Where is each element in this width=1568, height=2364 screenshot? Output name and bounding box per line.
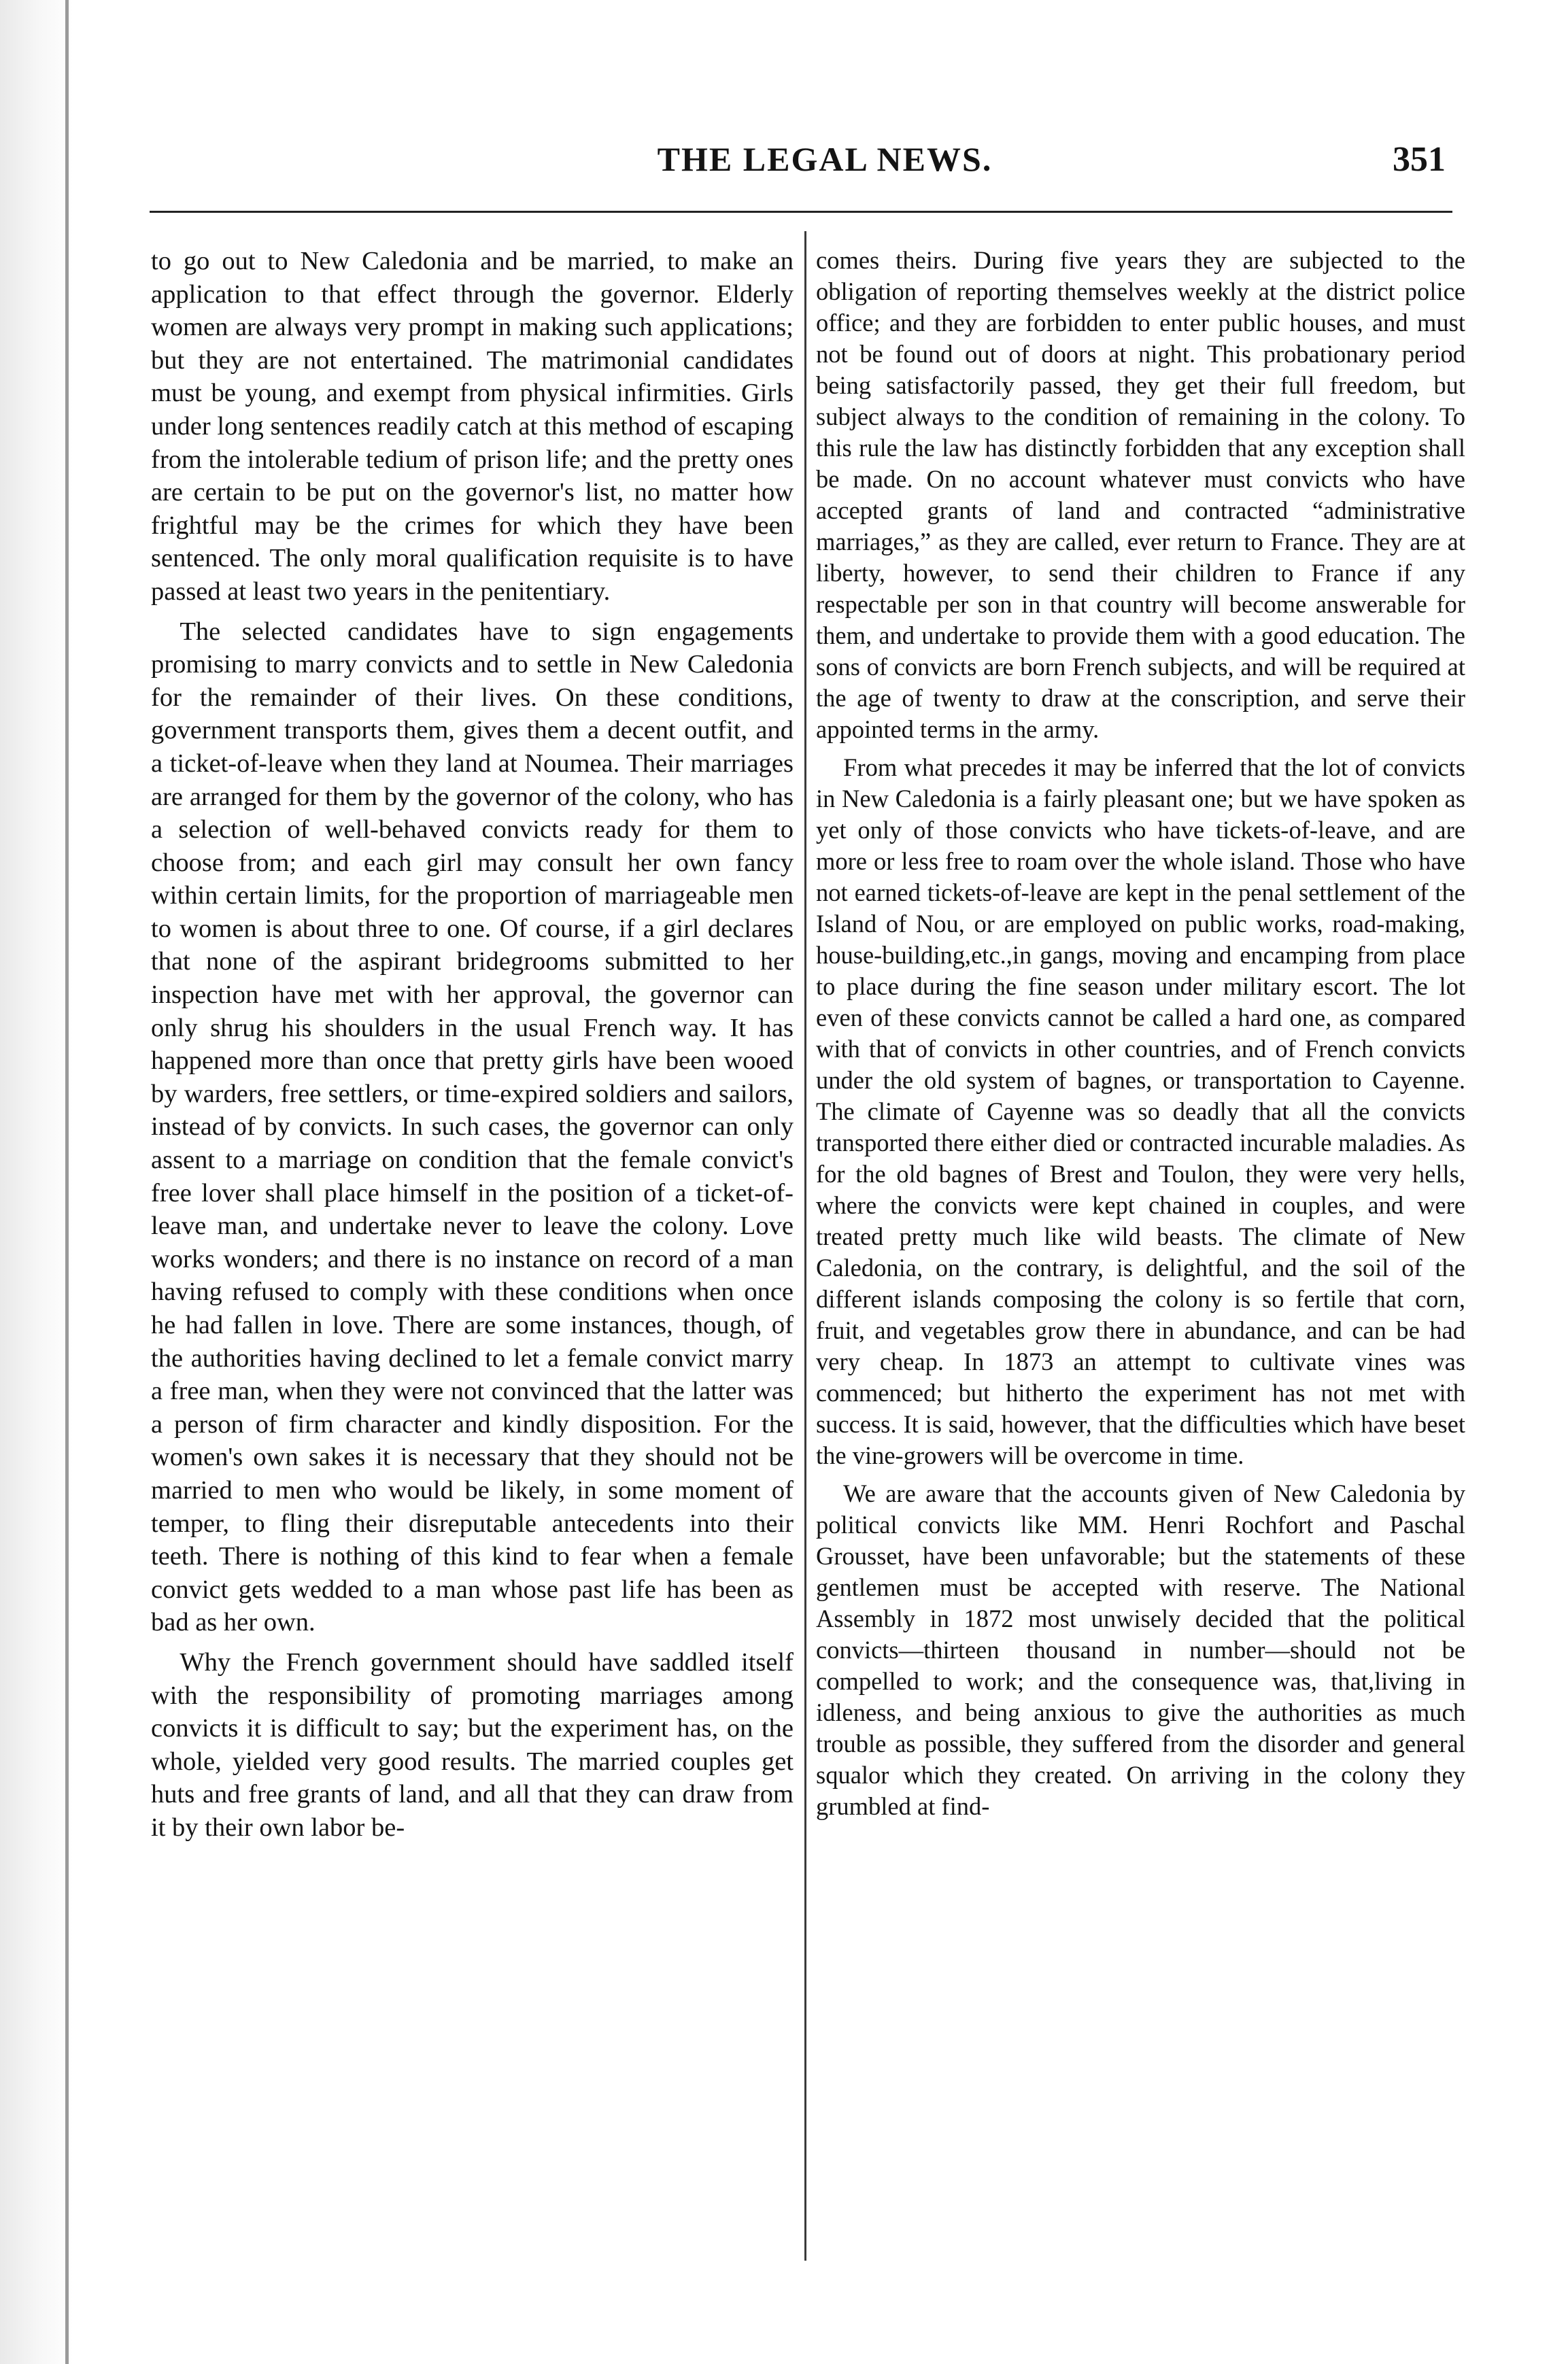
right-paragraph-1: comes theirs. During five years they are subjected to the obligation of reporting themselves weekly at the district police office; and they are forbidden to enter public houses, and must not be found out of doors at night. This probationary period being satisfactorily passed, they get their full freedom, but subject always to the condition of remaining in the colony. To this rule the law has distinctly forbidden that any exception shall be made. On no account whatever must convicts who have accepted grants of land and contracted “administrative marriages,” as they are called, ever return to France. They are at liberty, however, to send their children to France if any respectable per son in that country will become answerable for them, and undertake to provide them with a good education. The sons of convicts are born French subjects, and will be required at the age of twenty to draw at the conscription, and serve their appointed terms in the army.: [816, 246, 1465, 743]
column-divider: [804, 231, 806, 2261]
right-column: [816, 245, 1465, 2250]
left-paragraph-1: to go out to New Caledonia and be married, to make an application to that effect through the governor. Elderly women are always very prompt in making such applications; but they are not entertained. The matrimonial candidates must be young, and exempt from physical infirmities. Girls under long sentences readily catch at this method of escaping from the intolerable tedium of prison life; and the pretty ones are certain to be put on the governor's list, no matter how frightful may be the crimes for which they have been sentenced. The only moral qualification requisite is to have passed at least two years in the penitentiary.: [151, 247, 794, 606]
left-paragraph-3: Why the French government should have saddled itself with the responsibility of promoting marriages among convicts it is difficult to say; but the experiment has, on the whole, yielded very good results. The married couples get huts and free grants of land, and all that they can draw from it by their own labor be-: [151, 1647, 794, 1842]
scan-binding-edge: [0, 0, 73, 2364]
left-column: [151, 245, 794, 2250]
right-paragraph-2: From what precedes it may be inferred that the lot of convicts in New Caledonia is a fairly pleasant one; but we have spoken as yet only of those convicts who have tickets-of-leave, and are more or less free to roam over the whole island. Those who have not earned tickets-of-leave are kept in the penal settlement of the Island of Nou, or are employed on public works, road-making, house-building,etc.,in gangs, moving and encamping from place to place during the fine season under military escort. The lot even of these convicts cannot be called a hard one, as compared with that of convicts in other countries, and of French convicts under the old system of bagnes, or transportation to Cayenne. The climate of Cayenne was so deadly that all the convicts transported there either died or contracted incurable maladies. As for the old bagnes of Brest and Toulon, they were very hells, where the convicts were kept chained in couples, and were treated pretty much like wild beasts. The climate of New Caledonia, on the contrary, is delightful, and the soil of the different islands composing the colony is so fertile that corn, fruit, and vegetables grow there in abundance, and can be had very cheap. In 1873 an attempt to cultivate vines was commenced; but hitherto the experiment has not met with success. It is said, however, that the difficulties which have beset the vine-growers will be overcome in time.: [816, 753, 1465, 1469]
page-title: THE LEGAL NEWS.: [657, 140, 993, 178]
header-rule: [150, 211, 1452, 213]
page-number: 351: [1393, 140, 1446, 179]
right-paragraph-3: We are aware that the accounts given of New Caledonia by political convicts like MM. Henri Rochfort and Paschal Grousset, have been unfavorable; but the statements of these gentlemen must be accepted with reserve. The National Assembly in 1872 most unwisely decided that the political convicts—thirteen thousand in number—should not be compelled to work; and the consequence was, that,living in idleness, and being anxious to give the authorities as much trouble as possible, they suffered from the disorder and general squalor which they created. On arriving in the colony they grumbled at find-: [816, 1479, 1465, 1820]
running-header: [204, 139, 1446, 194]
left-paragraph-2: The selected candidates have to sign engagements promising to marry convicts and to settle in New Caledonia for the remainder of their lives. On these conditions, government transports them, gives them a decent outfit, and a ticket-of-leave when they land at Noumea. Their marriages are arranged for them by the governor of the colony, who has a selection of well-behaved convicts ready for them to choose from; and each girl may consult her own fancy within certain limits, for the proportion of marriageable men to women is about three to one. Of course, if a girl declares that none of the aspirant bridegrooms submitted to her inspection have met with her approval, the governor can only shrug his shoulders in the usual French way. It has happened more than once that pretty girls have been wooed by warders, free settlers, or time-expired soldiers and sailors, instead of by convicts. In such cases, the governor can only assent to a marriage on condition that the female convict's free lover shall place himself in the position of a ticket-of-leave man, and undertake never to leave the colony. Love works wonders; and there is no instance on record of a man having refused to comply with these conditions when once he had fallen in love. There are some instances, though, of the authorities having declined to let a female convict marry a free man, when they were not convinced that the latter was a person of firm character and kindly disposition. For the women's own sakes it is necessary that they should not be married to men who would be likely, in some moment of temper, to fling their disreputable antecedents into their teeth. There is nothing of this kind to fear when a female convict gets wedded to a man whose past life has been as bad as her own.: [151, 617, 794, 1637]
